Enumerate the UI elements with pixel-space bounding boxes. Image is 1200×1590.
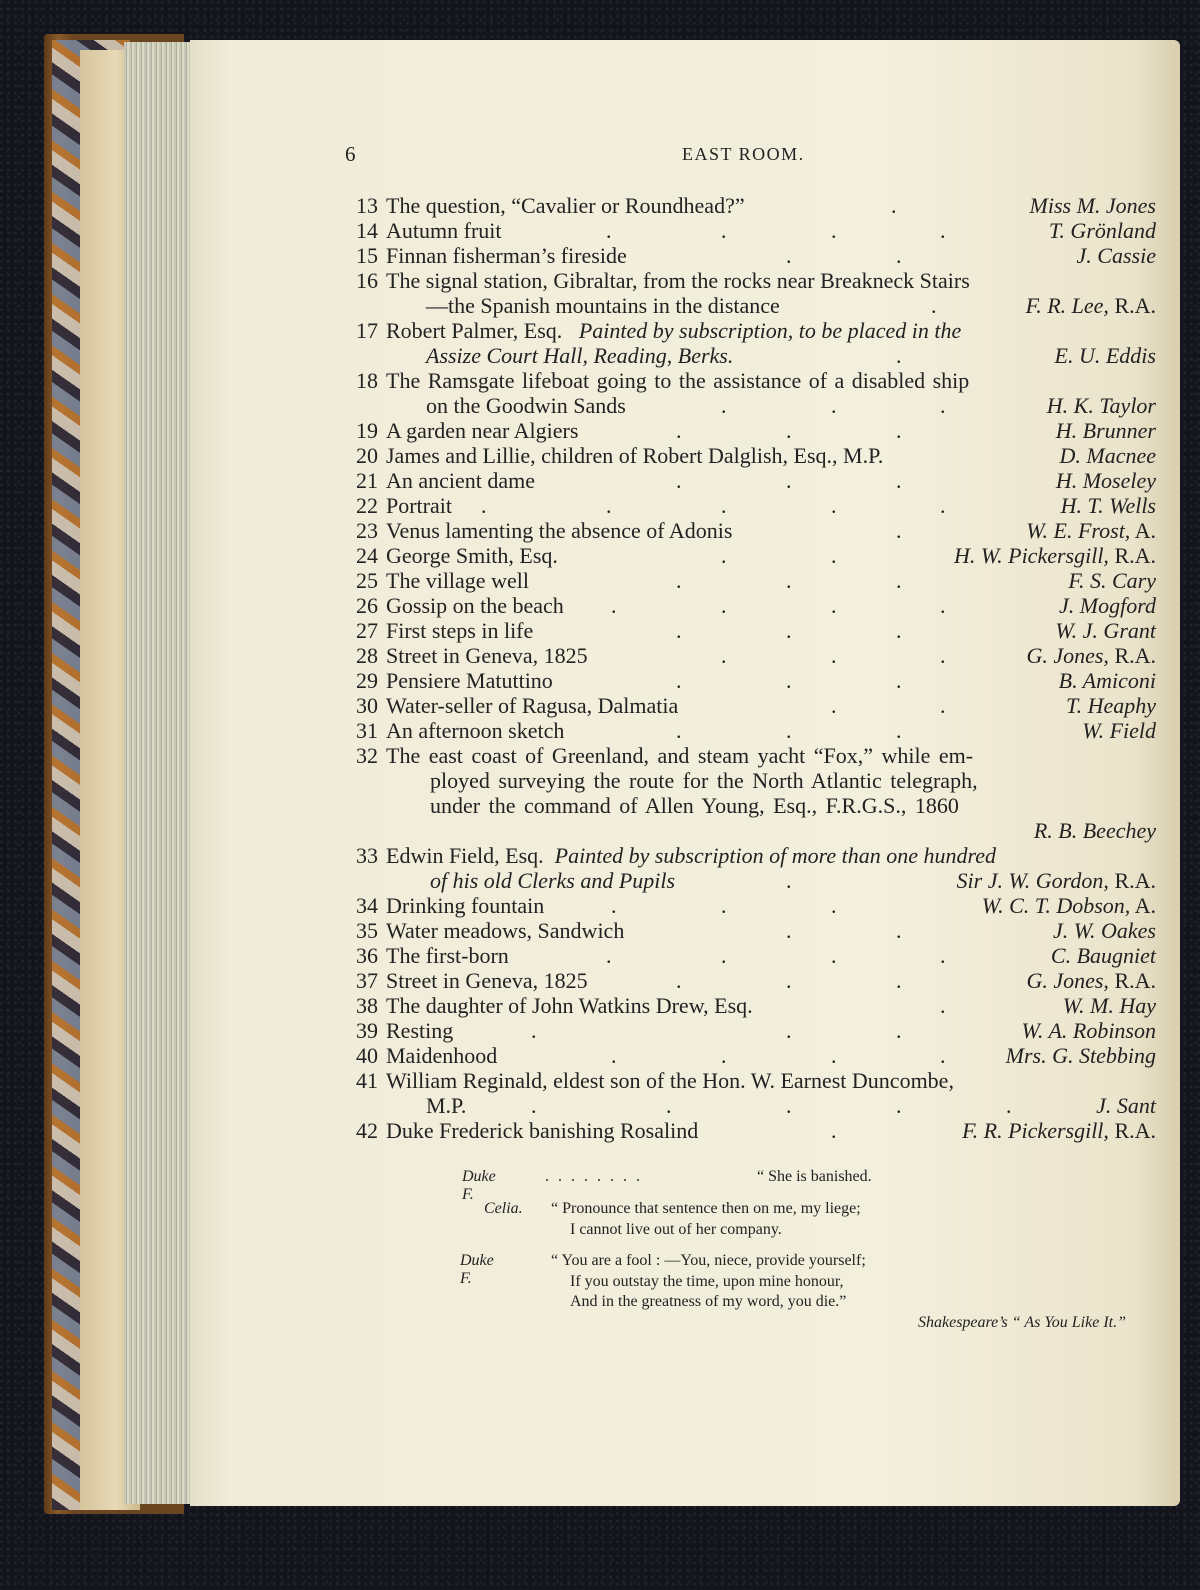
entry-number: 30 bbox=[356, 693, 378, 718]
entry-artist: W. E. Frost, A. bbox=[1026, 518, 1156, 543]
catalogue-entry bbox=[348, 318, 1156, 343]
entry-artist: J. W. Oakes bbox=[1052, 918, 1156, 943]
running-head: EAST ROOM. bbox=[682, 144, 805, 164]
entry-note: Painted by subscription, to be placed in the bbox=[578, 318, 962, 343]
entry-title-continuation: on the Goodwin Sands bbox=[426, 393, 626, 418]
entry-number: 26 bbox=[356, 593, 378, 618]
catalogue-entry: 26 Gossip on the beach . . . . J. Mogford bbox=[348, 593, 1156, 618]
entry-artist: Miss M. Jones bbox=[1029, 193, 1156, 218]
entry-artist: R. B. Beechey bbox=[1033, 818, 1156, 843]
entry-artist: H. Brunner bbox=[1055, 418, 1156, 443]
catalogue-entry bbox=[348, 1068, 1156, 1093]
entry-number: 13 bbox=[356, 193, 378, 218]
catalogue-entry-continuation: —the Spanish mountains in the distance . F. R. Lee, R.A. bbox=[426, 293, 1156, 318]
quote-line: “ Pronounce that sentence then on me, my liege; bbox=[551, 1200, 861, 1217]
entry-title-continuation: —the Spanish mountains in the distance bbox=[426, 293, 780, 318]
catalogue-entry: 22 Portrait . . . . . H. T. Wells bbox=[348, 493, 1156, 518]
entry-artist: G. Jones, R.A. bbox=[1026, 643, 1156, 668]
entry-artist: H. W. Pickersgill, R.A. bbox=[953, 543, 1156, 568]
entry-number: 38 bbox=[356, 993, 378, 1018]
artist-suffix: R.A. bbox=[1108, 868, 1156, 893]
entry-title: The question, “Cavalier or Roundhead?” bbox=[386, 193, 745, 218]
catalogue-entry-continuation bbox=[348, 768, 1156, 793]
entry-title: Portrait bbox=[386, 493, 452, 518]
entry-title: William Reginald, eldest son of the Hon. W. Earnest Duncombe, bbox=[386, 1068, 954, 1093]
artist-suffix: R.A. bbox=[1108, 643, 1156, 668]
catalogue-entry: 40 Maidenhood . . . . Mrs. G. Stebbing bbox=[348, 1043, 1156, 1068]
entry-artist: W. M. Hay bbox=[1062, 993, 1156, 1018]
entry-title: Gossip on the beach bbox=[386, 593, 564, 618]
entry-number: 29 bbox=[356, 668, 378, 693]
entry-title: An afternoon sketch bbox=[386, 718, 565, 743]
artist-suffix: R.A. bbox=[1108, 293, 1156, 318]
entry-number: 37 bbox=[356, 968, 378, 993]
entry-artist: H. K. Taylor bbox=[1046, 393, 1156, 418]
artist-suffix: R.A. bbox=[1108, 1118, 1156, 1143]
quote-source: Shakespeare’s “ As You Like It.” bbox=[917, 1314, 1126, 1331]
entry-artist: Mrs. G. Stebbing bbox=[1005, 1043, 1156, 1068]
catalogue-entry: 13 The question, “Cavalier or Roundhead?” . Miss M. Jones bbox=[348, 193, 1156, 218]
entry-title: Water-seller of Ragusa, Dalmatia bbox=[386, 693, 679, 718]
entry-number: 40 bbox=[356, 1043, 378, 1068]
catalogue-entry bbox=[348, 843, 1156, 868]
entry-artist: E. U. Eddis bbox=[1054, 343, 1156, 368]
entry-title: The daughter of John Watkins Drew, Esq. bbox=[386, 993, 753, 1018]
catalogue-entry: 29 Pensiere Matuttino . . . B. Amiconi bbox=[348, 668, 1156, 693]
catalogue-entry: 42 Duke Frederick banishing Rosalind . F. R. Pickersgill, R.A. bbox=[348, 1118, 1156, 1143]
entry-artist: J. Sant bbox=[1096, 1093, 1156, 1118]
entry-number: 16 bbox=[356, 268, 378, 293]
entry-number: 27 bbox=[356, 618, 378, 643]
entry-title: Pensiere Matuttino bbox=[386, 668, 553, 693]
entry-note: Painted by subscription of more than one hundred bbox=[554, 843, 997, 868]
entry-title: Street in Geneva, 1825 bbox=[386, 968, 588, 993]
entry-title: Drinking fountain bbox=[386, 893, 545, 918]
quote-line: And in the greatness of my word, you die.” bbox=[570, 1293, 847, 1310]
entry-title: A garden near Algiers bbox=[386, 418, 579, 443]
page-number: 6 bbox=[345, 142, 356, 166]
entry-title: The east coast of Greenland, and steam yacht “Fox,” while em- bbox=[386, 743, 974, 768]
quote-speaker: Celia. bbox=[484, 1200, 523, 1217]
quote-line: “ She is banished. bbox=[757, 1168, 872, 1185]
entry-title: Resting bbox=[386, 1018, 454, 1043]
catalogue-entry-continuation: M.P. . . . . . J. Sant bbox=[426, 1093, 1156, 1118]
entry-number: 15 bbox=[356, 243, 378, 268]
quote-line: I cannot live out of her company. bbox=[570, 1221, 782, 1238]
entry-artist: W. A. Robinson bbox=[1021, 1018, 1156, 1043]
entry-artist: F. R. Lee, R.A. bbox=[1025, 293, 1156, 318]
entry-number: 21 bbox=[356, 468, 378, 493]
entry-title-continuation: of his old Clerks and Pupils bbox=[430, 868, 676, 893]
entry-title: Edwin Field, Esq. Painted by subscription of more than one hundred bbox=[386, 843, 997, 868]
entry-number: 31 bbox=[356, 718, 378, 743]
entry-title: First steps in life bbox=[386, 618, 534, 643]
artist-suffix: A. bbox=[1130, 893, 1156, 918]
entry-number: 34 bbox=[356, 893, 378, 918]
entry-number: 35 bbox=[356, 918, 378, 943]
entry-number: 25 bbox=[356, 568, 378, 593]
entry-number: 41 bbox=[356, 1068, 378, 1093]
entry-artist: T. Heaphy bbox=[1065, 693, 1156, 718]
entry-title-continuation: M.P. bbox=[426, 1093, 467, 1118]
entry-artist: G. Jones, R.A. bbox=[1026, 968, 1156, 993]
artist-suffix: R.A. bbox=[1108, 968, 1156, 993]
entry-artist: Sir J. W. Gordon, R.A. bbox=[956, 868, 1156, 893]
catalogue-entry: 36 The first-born . . . . C. Baugniet bbox=[348, 943, 1156, 968]
entry-title: James and Lillie, children of Robert Dalglish, Esq., M.P. bbox=[386, 443, 884, 468]
entry-number: 18 bbox=[356, 368, 378, 393]
entry-artist: W. C. T. Dobson, A. bbox=[981, 893, 1156, 918]
entry-artist: W. J. Grant bbox=[1055, 618, 1156, 643]
quote-speaker: Duke F. bbox=[462, 1168, 496, 1203]
entry-number: 17 bbox=[356, 318, 378, 343]
catalogue-entry-continuation bbox=[348, 818, 1156, 843]
entry-title-continuation: Assize Court Hall, Reading, Berks. bbox=[426, 343, 734, 368]
catalogue-entry bbox=[348, 443, 1156, 468]
catalogue-entry: 31 An afternoon sketch . . . W. Field bbox=[348, 718, 1156, 743]
entry-number: 36 bbox=[356, 943, 378, 968]
entry-title: Robert Palmer, Esq. Painted by subscription, to be placed in the bbox=[386, 318, 962, 343]
entry-artist: B. Amiconi bbox=[1058, 668, 1156, 693]
entry-number: 14 bbox=[356, 218, 378, 243]
catalogue-entry: 37 Street in Geneva, 1825 . . . G. Jones, R.A. bbox=[348, 968, 1156, 993]
catalogue-entry bbox=[348, 743, 1156, 768]
entry-number: 23 bbox=[356, 518, 378, 543]
entry-title: Autumn fruit bbox=[386, 218, 502, 243]
catalogue-entry: 34 Drinking fountain . . . W. C. T. Dobson, A. bbox=[348, 893, 1156, 918]
entry-title: The village well bbox=[386, 568, 529, 593]
entry-number: 20 bbox=[356, 443, 378, 468]
entry-number: 24 bbox=[356, 543, 378, 568]
catalogue-entry: 14 Autumn fruit . . . . T. Grönland bbox=[348, 218, 1156, 243]
entry-number: 22 bbox=[356, 493, 378, 518]
entry-title: Street in Geneva, 1825 bbox=[386, 643, 588, 668]
entry-number: 39 bbox=[356, 1018, 378, 1043]
entry-title: Maidenhood bbox=[386, 1043, 498, 1068]
entry-artist: J. Cassie bbox=[1076, 243, 1156, 268]
quote-line: If you outstay the time, upon mine honour, bbox=[570, 1273, 844, 1290]
catalogue-entry-continuation bbox=[348, 793, 1156, 818]
entry-artist: D. Macnee bbox=[1059, 443, 1156, 468]
entry-title: Finnan fisherman’s fireside bbox=[386, 243, 627, 268]
entry-number: 28 bbox=[356, 643, 378, 668]
quote-line: “ You are a fool : —You, niece, provide yourself; bbox=[551, 1252, 866, 1269]
entry-artist: C. Baugniet bbox=[1050, 943, 1156, 968]
entry-title: The Ramsgate lifeboat going to the assistance of a disabled ship bbox=[386, 368, 970, 393]
catalogue-entry: 38 The daughter of John Watkins Drew, Esq. . W. M. Hay bbox=[348, 993, 1156, 1018]
catalogue-entry-continuation: on the Goodwin Sands . . . H. K. Taylor bbox=[426, 393, 1156, 418]
catalogue-entry: 24 George Smith, Esq. . . H. W. Pickersgill, R.A. bbox=[348, 543, 1156, 568]
artist-suffix: R.A. bbox=[1108, 543, 1156, 568]
catalogue-entry: 39 Resting . . . W. A. Robinson bbox=[348, 1018, 1156, 1043]
catalogue-entry: 19 A garden near Algiers . . . H. Brunner bbox=[348, 418, 1156, 443]
catalogue-entry: 25 The village well . . . F. S. Cary bbox=[348, 568, 1156, 593]
entry-title-continuation: under the command of Allen Young, Esq., F.R.G.S., 1860 bbox=[430, 793, 959, 818]
entry-artist: T. Grönland bbox=[1048, 218, 1156, 243]
entry-title: George Smith, Esq. bbox=[386, 543, 558, 568]
catalogue-entry: 21 An ancient dame . . . H. Moseley bbox=[348, 468, 1156, 493]
entry-artist: F. R. Pickersgill, R.A. bbox=[962, 1118, 1156, 1143]
entry-title-continuation: ployed surveying the route for the North Atlantic telegraph, bbox=[430, 768, 978, 793]
entry-number: 42 bbox=[356, 1118, 378, 1143]
entry-title: Duke Frederick banishing Rosalind bbox=[386, 1118, 699, 1143]
entry-number: 32 bbox=[356, 743, 378, 768]
catalogue-entry: 15 Finnan fisherman’s fireside . . J. Cassie bbox=[348, 243, 1156, 268]
catalogue-entry bbox=[348, 268, 1156, 293]
entry-artist: W. Field bbox=[1082, 718, 1156, 743]
entry-title: The first-born bbox=[386, 943, 509, 968]
catalogue-entry bbox=[348, 368, 1156, 393]
catalogue-entry: 28 Street in Geneva, 1825 . . . G. Jones, R.A. bbox=[348, 643, 1156, 668]
entry-artist: H. T. Wells bbox=[1060, 493, 1156, 518]
catalogue-entry: 35 Water meadows, Sandwich . . J. W. Oakes bbox=[348, 918, 1156, 943]
entry-title: Venus lamenting the absence of Adonis bbox=[386, 518, 733, 543]
entry-artist: J. Mogford bbox=[1059, 593, 1156, 618]
catalogue-entry-continuation: Assize Court Hall, Reading, Berks. . E. U. Eddis bbox=[426, 343, 1156, 368]
entry-number: 33 bbox=[356, 843, 378, 868]
catalogue-entry: 30 Water-seller of Ragusa, Dalmatia . . T. Heaphy bbox=[348, 693, 1156, 718]
quote-speaker: Duke F. bbox=[460, 1252, 494, 1287]
quote-leader-dots: ........ bbox=[545, 1168, 649, 1185]
entry-title: Water meadows, Sandwich bbox=[386, 918, 625, 943]
catalogue-entry: 23 Venus lamenting the absence of Adonis . W. E. Frost, A. bbox=[348, 518, 1156, 543]
catalogue-entry: 27 First steps in life . . . W. J. Grant bbox=[348, 618, 1156, 643]
entry-artist: H. Moseley bbox=[1055, 468, 1156, 493]
entry-title: An ancient dame bbox=[386, 468, 536, 493]
entry-artist: F. S. Cary bbox=[1068, 568, 1156, 593]
entry-title: The signal station, Gibraltar, from the rocks near Breakneck Stairs bbox=[386, 268, 970, 293]
entry-number: 19 bbox=[356, 418, 378, 443]
artist-suffix: A. bbox=[1130, 518, 1156, 543]
catalogue-entry-continuation: of his old Clerks and Pupils . Sir J. W. Gordon, R.A. bbox=[430, 868, 1156, 893]
